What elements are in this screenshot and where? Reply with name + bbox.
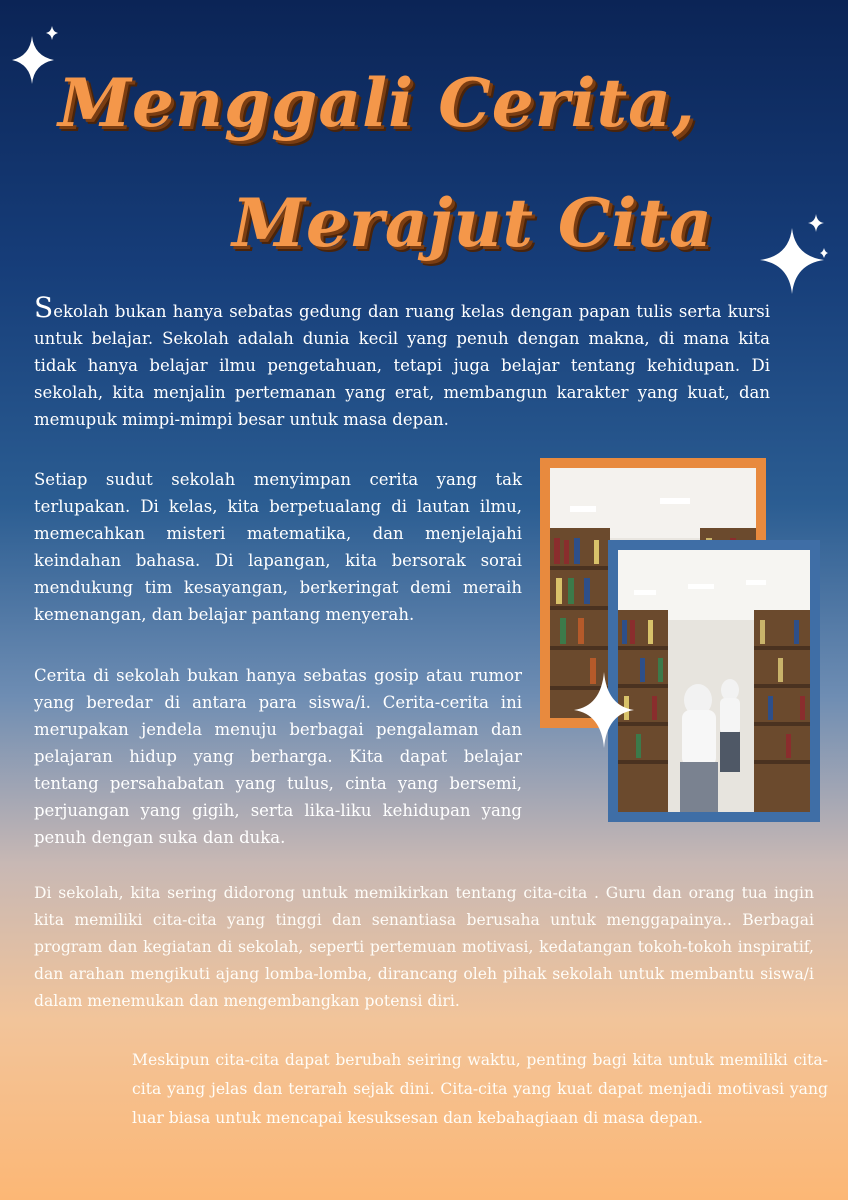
paragraph-corners: Setiap sudut sekolah menyimpan cerita yang tak terlupakan. Di kelas, kita berpetualang di lautan ilmu, memecahkan misteri matematika, dan menjelajahi keindahan bahasa. Di lapangan, kita bersorak sorai mendukung tim kesayangan, berkeringat demi meraih kemenangan, dan belajar pantang menyerah.: [34, 470, 522, 624]
sparkle-icon: [10, 26, 60, 86]
paragraph-closing: Meskipun cita-cita dapat berubah seiring waktu, penting bagi kita untuk memiliki cita-cita yang jelas dan terarah sejak dini. Cita-cita yang kuat dapat menjadi motivasi yang luar biasa untuk mencapai kesuksesan dan kebahagiaan di masa depan.: [132, 1051, 828, 1127]
title-line-2: Merajut Cita: [232, 184, 713, 262]
paragraph-intro: [34, 291, 770, 433]
title-line-1: Menggali Cerita,: [58, 64, 696, 142]
drop-cap: S: [34, 291, 54, 324]
sparkle-icon: [754, 212, 834, 298]
sparkle-icon: [572, 668, 636, 752]
paragraph-aspirations: Di sekolah, kita sering didorong untuk memikirkan tentang cita-cita . Guru dan orang tua ingin kita memiliki cita-cita yang tinggi dan senantiasa berusaha untuk menggapainya.. Berbagai program dan kegiatan di sekolah, seperti pertemuan motivasi, kedatangan tokoh-tokoh inspiratif, dan arahan mengikuti ajang lomba-lomba, dirancang oleh pihak sekolah untuk membantu siswa/i dalam menemukan dan mengembangkan potensi diri.: [34, 884, 814, 1010]
library-students-image: [618, 550, 810, 812]
paragraph-intro-text: ekolah bukan hanya sebatas gedung dan ruang kelas dengan papan tulis serta kursi untuk belajar. Sekolah adalah dunia kecil yang penuh dengan makna, di mana kita tidak hanya belajar ilmu pengetahuan, tetapi juga belajar tentang kehidupan. Di sekolah, kita menjalin pertemanan yang erat, membangun karakter yang kuat, dan memupuk mimpi-mimpi besar untuk masa depan.: [34, 302, 770, 429]
library-photo-front: [608, 540, 820, 822]
paragraph-stories: Cerita di sekolah bukan hanya sebatas gosip atau rumor yang beredar di antara para siswa/i. Cerita-cerita ini merupakan jendela menuju berbagai pengalaman dan pelajaran hidup yang berharga. Kita dapat belajar tentang persahabatan yang tulus, cinta yang bersemi, perjuangan yang gigih, serta lika-liku kehidupan yang penuh dengan suka dan duka.: [34, 666, 522, 847]
